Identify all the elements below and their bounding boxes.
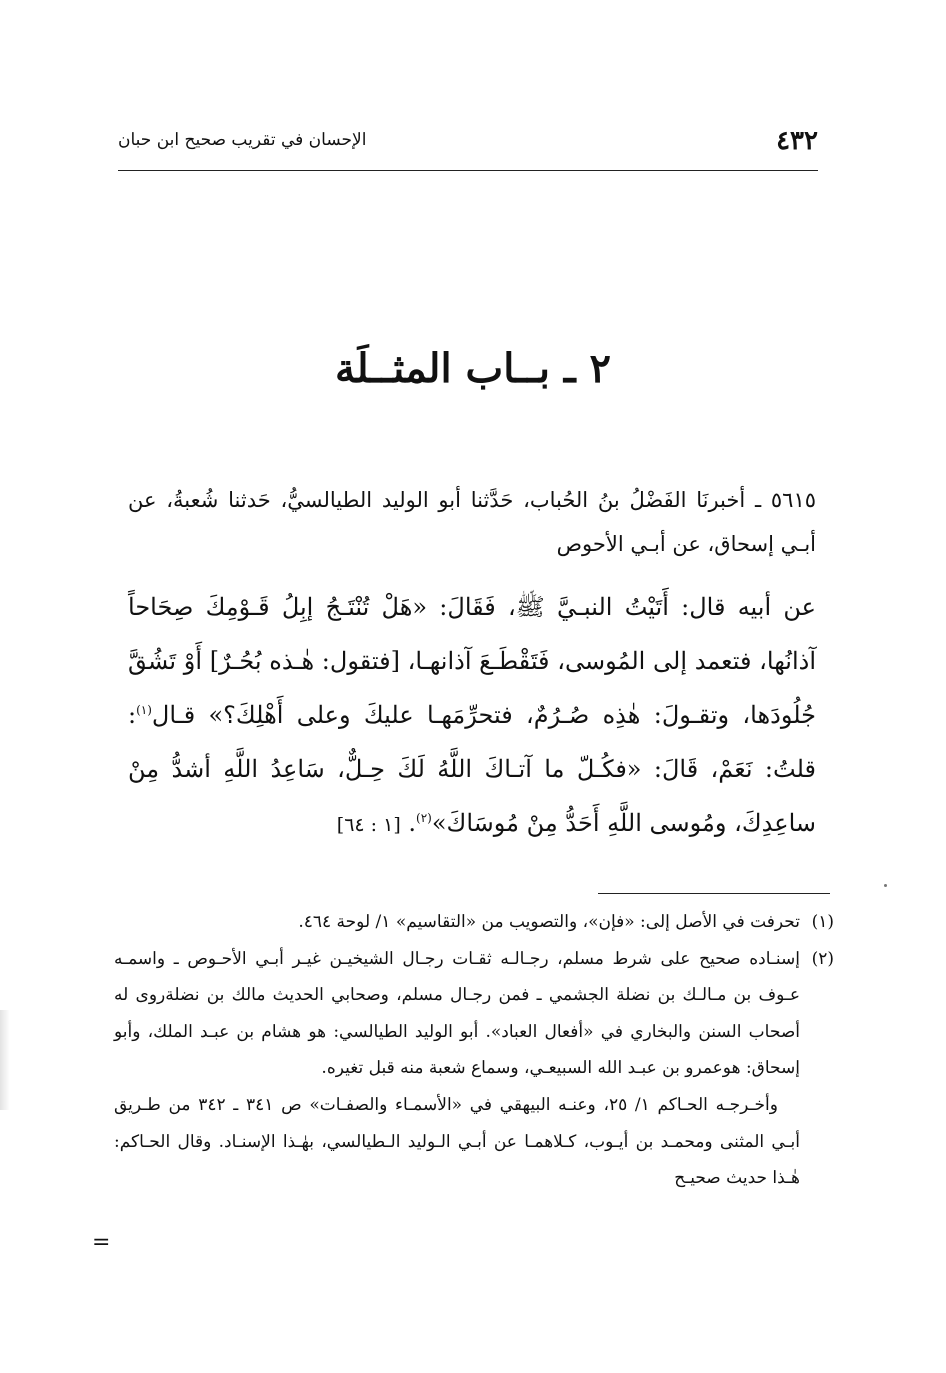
isnad-text: أخبرنَا الفَضْلُ بنُ الحُباب، حَدَّثنا أبو الوليد الطيالسيُّ، حَدثنا شُعبةُ، عن أبـي إسحاق، عن أبـي الأحوص [128,488,816,556]
hadith-block [128,478,816,852]
hadith-matn [128,580,816,852]
footnote-1 [114,904,834,941]
scan-dot [884,884,887,887]
footnote-paragraph: إسنـاده صحيح على شرط مسلم، رجـالـه ثقـات رجـال الشيخيـن غيـر أبـي الأحـوص ـ واسمـه عـوف بن مـالـك بن نضلة الجشمي ـ فمن رجـال مسلم، وصحابي الحديث مالك بن نضلةروى له أصحاب السنن والبخاري في «أفعال العباد». أبو الوليد الطيالسي: هو هشام بن عبـد الملك، وأبو إسحاق: هوعمرو بن عبـد الله السبيعـي، وسماع شعبة منه قبل تغيره. [114,948,800,1079]
footnote-number: (١) [811,912,834,932]
footnote-number: (٢) [811,948,834,969]
footnote-marker-2[interactable]: (٢) [416,811,432,825]
hadith-isnad [128,478,816,566]
footnote-paragraph: وأخـرجـه الحـاكم ١/ ٢٥، وعنـه البيهقي في «الأسمـاء والصفـات» ص ٣٤١ ـ ٣٤٢ من طـريق أبـي المثنى ومحمـد بن أيـوب، كـلاهمـا عن أبـي الـوليد الـطيالسي، بهٰـذا الإسنـاد. وقال الحـاكم: هٰـذا حديث صحيـح [114,1094,800,1189]
footnotes [114,904,834,1197]
page-header [118,120,818,168]
header-rule [118,170,818,171]
scan-smudge [0,1010,10,1110]
page-number: ٤٣٢ [776,126,818,156]
hadith-number: ٥٦١٥ ـ [754,488,817,512]
chapter-title: ٢ ـ بــاب المثــلَة [334,345,611,392]
running-title: الإحسان في تقريب صحيح ابن حبان [118,130,367,150]
footnote-paragraph: تحرفت في الأصل إلى: «فإن»، والتصويب من «التقاسيم» ١/ لوحة ٤٦٤. [298,912,800,932]
footnote-separator [598,893,830,894]
continuation-mark: = [92,1230,111,1255]
footnote-marker-1[interactable]: (١) [136,703,152,717]
hadith-reference: [١ : ٦٤] [336,814,401,836]
matn-end-mark: . [408,809,417,837]
footnote-body [114,904,800,941]
matn-text-1: عن أبيه قال: أَتَيْتُ النبـيَّ ﷺ، فَقَالَ: «هَلْ تُنْتَـجُ إبِلُ قَـوْمِكَ صِحَاحاً آذانُها، فتعمد إلى المُوسى، فَتَقْطَـعَ آذانهـا، [فتقول: هٰـذه بُحُـرٌ] أَوْ تَشُقَّ جُلُودَها، وتقـولَ: هٰذِه صُـرُمٌ، فتحرِّمَهـا عليكَ وعلى أَهْلِكَ؟» قـال [128,593,816,729]
footnote-body [114,941,800,1197]
matn-text-2: : قلتُ: نَعَمْ، قَالَ: «فكُـلّ ما آتـاكَ اللَّهُ لَكَ حِـلٌّ، سَاعِدُ اللَّهِ أشدُّ مِنْ ساعِدِكَ، ومُوسى اللَّهِ أَحَدُّ مِنْ مُوسَاكَ» [128,701,816,837]
footnote-2 [114,941,834,1197]
